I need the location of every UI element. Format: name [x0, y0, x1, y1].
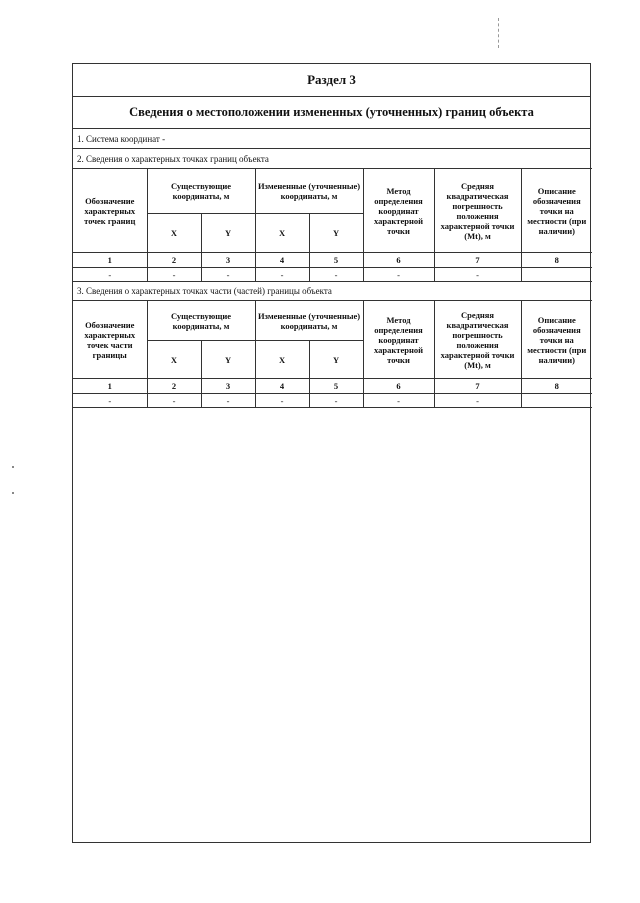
table-cell: - — [147, 268, 201, 282]
table-cell: - — [434, 394, 521, 408]
header-error: Средняя квадратическая погрешность положения характерной точки (Mt), м — [434, 169, 521, 253]
column-number: 8 — [521, 379, 592, 394]
boundary-points-table — [73, 168, 592, 282]
column-number: 5 — [309, 379, 363, 394]
document-sheet — [72, 63, 591, 843]
header-changed-coords: Измененные (уточненные) координаты, м — [255, 301, 363, 341]
header-existing-coords: Существующие координаты, м — [147, 301, 255, 341]
table-cell: - — [255, 268, 309, 282]
column-number: 8 — [521, 253, 592, 268]
column-number: 5 — [309, 253, 363, 268]
table-cell — [521, 394, 592, 408]
scan-speck — [12, 466, 14, 468]
table-cell: - — [434, 268, 521, 282]
table-cell: - — [73, 394, 147, 408]
column-number: 1 — [73, 379, 147, 394]
column-number: 6 — [363, 379, 434, 394]
column-number: 2 — [147, 253, 201, 268]
column-number: 6 — [363, 253, 434, 268]
header-changed-coords: Измененные (уточненные) координаты, м — [255, 169, 363, 214]
section-subtitle: Сведения о местоположении измененных (уточненных) границ объекта — [73, 97, 590, 129]
column-number: 3 — [201, 253, 255, 268]
header-point-designation: Обозначение характерных точек границ — [73, 169, 147, 253]
header-x-existing: X — [147, 341, 201, 379]
table-cell: - — [255, 394, 309, 408]
header-description: Описание обозначения точки на местности (при наличии) — [521, 169, 592, 253]
table-cell: - — [201, 394, 255, 408]
column-number: 4 — [255, 253, 309, 268]
table-cell: - — [309, 268, 363, 282]
column-number: 7 — [434, 379, 521, 394]
header-x-changed: X — [255, 341, 309, 379]
scan-speck — [12, 492, 14, 494]
table-cell: - — [363, 268, 434, 282]
section-title: Раздел 3 — [73, 64, 590, 97]
header-error: Средняя квадратическая погрешность положения характерной точки (Mt), м — [434, 301, 521, 379]
column-numbers-row — [73, 253, 592, 268]
header-description: Описание обозначения точки на местности (при наличии) — [521, 301, 592, 379]
column-number: 1 — [73, 253, 147, 268]
header-x-changed: X — [255, 214, 309, 253]
table-cell: - — [309, 394, 363, 408]
header-y-changed: Y — [309, 341, 363, 379]
margin-mark — [498, 18, 500, 48]
table-cell — [521, 268, 592, 282]
header-point-designation: Обозначение характерных точек части границы — [73, 301, 147, 379]
header-y-existing: Y — [201, 341, 255, 379]
coordinate-system: 1. Система координат - — [73, 129, 590, 149]
table-cell: - — [363, 394, 434, 408]
column-numbers-row — [73, 379, 592, 394]
table-cell: - — [73, 268, 147, 282]
header-method: Метод определения координат характерной точки — [363, 301, 434, 379]
header-existing-coords: Существующие координаты, м — [147, 169, 255, 214]
table2-caption: 3. Сведения о характерных точках части (частей) границы объекта — [77, 286, 332, 296]
header-method: Метод определения координат характерной точки — [363, 169, 434, 253]
header-x-existing: X — [147, 214, 201, 253]
header-y-changed: Y — [309, 214, 363, 253]
header-y-existing: Y — [201, 214, 255, 253]
column-number: 3 — [201, 379, 255, 394]
table-row — [73, 394, 592, 408]
table-row — [73, 268, 592, 282]
column-number: 2 — [147, 379, 201, 394]
column-number: 7 — [434, 253, 521, 268]
table1-caption: 2. Сведения о характерных точках границ объекта — [77, 153, 269, 164]
part-boundary-points-table — [73, 300, 592, 408]
table-cell: - — [147, 394, 201, 408]
table-cell: - — [201, 268, 255, 282]
column-number: 4 — [255, 379, 309, 394]
